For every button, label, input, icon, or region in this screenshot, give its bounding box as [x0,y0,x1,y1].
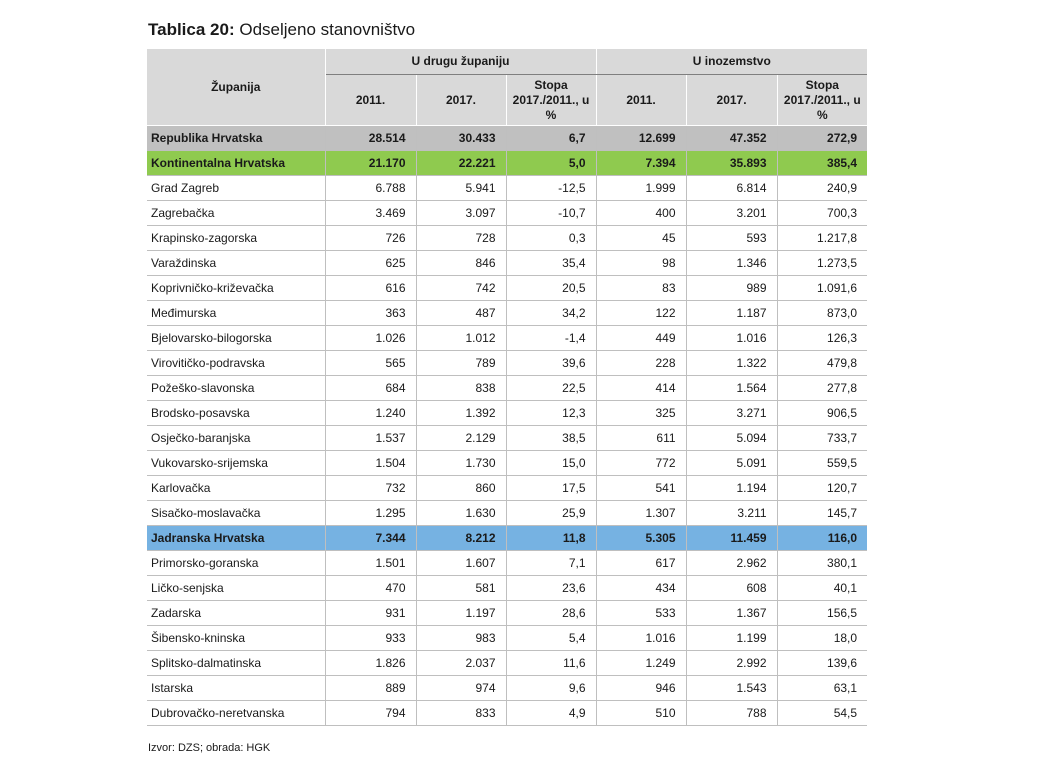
table-cell: 1.537 [325,426,416,451]
table-cell: 1.091,6 [777,276,867,301]
table-cell: 145,7 [777,501,867,526]
table-row [147,626,867,651]
table-row [147,701,867,726]
table-cell: 933 [325,626,416,651]
table-row [147,226,867,251]
table-cell: 83 [596,276,686,301]
table-cell: 1.392 [416,401,506,426]
table-cell: 3.097 [416,201,506,226]
table-row [147,601,867,626]
table-cell: 39,6 [506,351,596,376]
table-cell: -12,5 [506,176,596,201]
table-row [147,376,867,401]
table-cell: 240,9 [777,176,867,201]
table-cell: 28,6 [506,601,596,626]
row-label: Virovitičko-podravska [147,351,325,376]
table-cell: 98 [596,251,686,276]
table-cell: 272,9 [777,126,867,151]
table-cell: 487 [416,301,506,326]
table-cell: 974 [416,676,506,701]
table-title [148,20,415,40]
table-header [147,49,867,126]
table-cell: 5.305 [596,526,686,551]
table-cell: 156,5 [777,601,867,626]
table-cell: 700,3 [777,201,867,226]
table-cell: 38,5 [506,426,596,451]
table-cell: 126,3 [777,326,867,351]
table-cell: 726 [325,226,416,251]
table-row [147,251,867,276]
table-cell: 889 [325,676,416,701]
table-cell: 20,5 [506,276,596,301]
table-cell: 21.170 [325,151,416,176]
table-cell: 40,1 [777,576,867,601]
table-cell: 0,3 [506,226,596,251]
table-cell: -1,4 [506,326,596,351]
table-cell: 6.788 [325,176,416,201]
table-cell: 45 [596,226,686,251]
table-row [147,476,867,501]
table-row [147,526,867,551]
table-cell: 3.211 [686,501,777,526]
header-group-abroad: U inozemstvo [596,49,867,75]
table-cell: 2.129 [416,426,506,451]
table-row [147,276,867,301]
table-cell: 1.367 [686,601,777,626]
table-row [147,326,867,351]
table-cell: 385,4 [777,151,867,176]
table-cell: 479,8 [777,351,867,376]
row-label: Dubrovačko-neretvanska [147,701,325,726]
table-body [147,126,867,726]
table-cell: 7,1 [506,551,596,576]
header-2017: 2017. [416,75,506,126]
table-cell: 559,5 [777,451,867,476]
table-cell: 28.514 [325,126,416,151]
table-cell: 1.307 [596,501,686,526]
row-label: Koprivničko-križevačka [147,276,325,301]
header-2017: 2017. [686,75,777,126]
row-label: Grad Zagreb [147,176,325,201]
table-cell: 906,5 [777,401,867,426]
header-rate: Stopa 2017./2011., u % [506,75,596,126]
table-cell: 3.469 [325,201,416,226]
table-cell: 1.346 [686,251,777,276]
table-cell: 18,0 [777,626,867,651]
table-cell: 22,5 [506,376,596,401]
table-cell: 6,7 [506,126,596,151]
row-label: Primorsko-goranska [147,551,325,576]
table-row [147,151,867,176]
table-cell: 742 [416,276,506,301]
table-cell: 593 [686,226,777,251]
table-cell: 788 [686,701,777,726]
row-label: Sisačko-moslavačka [147,501,325,526]
row-label: Varaždinska [147,251,325,276]
table-cell: 2.992 [686,651,777,676]
table-cell: 1.016 [686,326,777,351]
table-cell: 11,6 [506,651,596,676]
table-row [147,301,867,326]
table-cell: 277,8 [777,376,867,401]
row-label: Brodsko-posavska [147,401,325,426]
row-label: Ličko-senjska [147,576,325,601]
header-rate: Stopa 2017./2011., u % [777,75,867,126]
table-cell: 9,6 [506,676,596,701]
table-cell: 581 [416,576,506,601]
table-cell: 3.271 [686,401,777,426]
table-cell: 470 [325,576,416,601]
table-cell: 1.012 [416,326,506,351]
table-cell: 15,0 [506,451,596,476]
table-cell: 983 [416,626,506,651]
table-cell: 946 [596,676,686,701]
table-row [147,551,867,576]
table-cell: 989 [686,276,777,301]
table-cell: 120,7 [777,476,867,501]
table-row [147,576,867,601]
table-cell: 1.197 [416,601,506,626]
table-cell: 23,6 [506,576,596,601]
table-row [147,351,867,376]
table-cell: 35,4 [506,251,596,276]
table-cell: 35.893 [686,151,777,176]
table-cell: 1.273,5 [777,251,867,276]
table-cell: 122 [596,301,686,326]
table-cell: 7.344 [325,526,416,551]
table-cell: 54,5 [777,701,867,726]
table-cell: 541 [596,476,686,501]
table-cell: 4,9 [506,701,596,726]
row-label: Splitsko-dalmatinska [147,651,325,676]
table-cell: 5.941 [416,176,506,201]
table-row [147,676,867,701]
table-cell: 1.217,8 [777,226,867,251]
table-cell: 380,1 [777,551,867,576]
table-cell: 684 [325,376,416,401]
table-cell: 733,7 [777,426,867,451]
table-cell: 860 [416,476,506,501]
row-label: Karlovačka [147,476,325,501]
table-cell: 5,0 [506,151,596,176]
table-cell: 5.094 [686,426,777,451]
table-cell: 611 [596,426,686,451]
table-cell: 25,9 [506,501,596,526]
table-cell: 616 [325,276,416,301]
row-label: Zadarska [147,601,325,626]
table-cell: 11.459 [686,526,777,551]
row-label: Kontinentalna Hrvatska [147,151,325,176]
population-table [147,49,867,726]
table-cell: 931 [325,601,416,626]
table-cell: 1.322 [686,351,777,376]
table-cell: 449 [596,326,686,351]
table-cell: 1.199 [686,626,777,651]
table-cell: 732 [325,476,416,501]
table-cell: 34,2 [506,301,596,326]
table-cell: 17,5 [506,476,596,501]
table-cell: 533 [596,601,686,626]
table-cell: 1.187 [686,301,777,326]
table-cell: 63,1 [777,676,867,701]
row-label: Međimurska [147,301,325,326]
table-cell: 789 [416,351,506,376]
table-cell: 1.543 [686,676,777,701]
table-cell: 794 [325,701,416,726]
header-county: Županija [147,49,325,126]
header-group-other-county: U drugu županiju [325,49,596,75]
table-cell: 2.037 [416,651,506,676]
table-cell: 2.962 [686,551,777,576]
table-cell: 1.249 [596,651,686,676]
table-cell: 1.564 [686,376,777,401]
table-cell: 228 [596,351,686,376]
table-cell: 5.091 [686,451,777,476]
table-cell: 608 [686,576,777,601]
table-cell: 47.352 [686,126,777,151]
table-cell: 510 [596,701,686,726]
row-label: Krapinsko-zagorska [147,226,325,251]
table-number: Tablica 20: [148,20,235,39]
table-cell: 434 [596,576,686,601]
table-cell: 772 [596,451,686,476]
table-row [147,651,867,676]
table-cell: 400 [596,201,686,226]
table-cell: 565 [325,351,416,376]
table-cell: 617 [596,551,686,576]
table-cell: 5,4 [506,626,596,651]
table-cell: 1.504 [325,451,416,476]
table-cell: 1.501 [325,551,416,576]
header-2011: 2011. [325,75,416,126]
table-title-text: Odseljeno stanovništvo [234,20,416,39]
table-cell: 846 [416,251,506,276]
table-cell: 325 [596,401,686,426]
table-cell: 838 [416,376,506,401]
row-label: Osječko-baranjska [147,426,325,451]
row-label: Požeško-slavonska [147,376,325,401]
table-cell: 363 [325,301,416,326]
table-cell: 1.026 [325,326,416,351]
table-cell: -10,7 [506,201,596,226]
row-label: Republika Hrvatska [147,126,325,151]
row-label: Zagrebačka [147,201,325,226]
table-cell: 22.221 [416,151,506,176]
table-cell: 7.394 [596,151,686,176]
table-row [147,426,867,451]
table-cell: 1.240 [325,401,416,426]
table-cell: 11,8 [506,526,596,551]
table-cell: 139,6 [777,651,867,676]
row-label: Bjelovarsko-bilogorska [147,326,325,351]
row-label: Vukovarsko-srijemska [147,451,325,476]
table-cell: 12,3 [506,401,596,426]
table-cell: 1.607 [416,551,506,576]
table-cell: 728 [416,226,506,251]
header-2011: 2011. [596,75,686,126]
table-cell: 1.016 [596,626,686,651]
table-cell: 6.814 [686,176,777,201]
table-cell: 116,0 [777,526,867,551]
row-label: Šibensko-kninska [147,626,325,651]
table-cell: 1.630 [416,501,506,526]
table-cell: 12.699 [596,126,686,151]
table-cell: 30.433 [416,126,506,151]
table-cell: 625 [325,251,416,276]
table-cell: 873,0 [777,301,867,326]
table-row [147,176,867,201]
table-cell: 1.730 [416,451,506,476]
table-row [147,451,867,476]
table-cell: 1.194 [686,476,777,501]
table-row [147,501,867,526]
table-row [147,201,867,226]
table-cell: 833 [416,701,506,726]
table-cell: 3.201 [686,201,777,226]
table-cell: 414 [596,376,686,401]
table-cell: 1.999 [596,176,686,201]
source-note: Izvor: DZS; obrada: HGK [148,742,271,754]
table-row [147,401,867,426]
table-cell: 1.295 [325,501,416,526]
table-cell: 1.826 [325,651,416,676]
table-cell: 8.212 [416,526,506,551]
row-label: Istarska [147,676,325,701]
table-row [147,126,867,151]
row-label: Jadranska Hrvatska [147,526,325,551]
